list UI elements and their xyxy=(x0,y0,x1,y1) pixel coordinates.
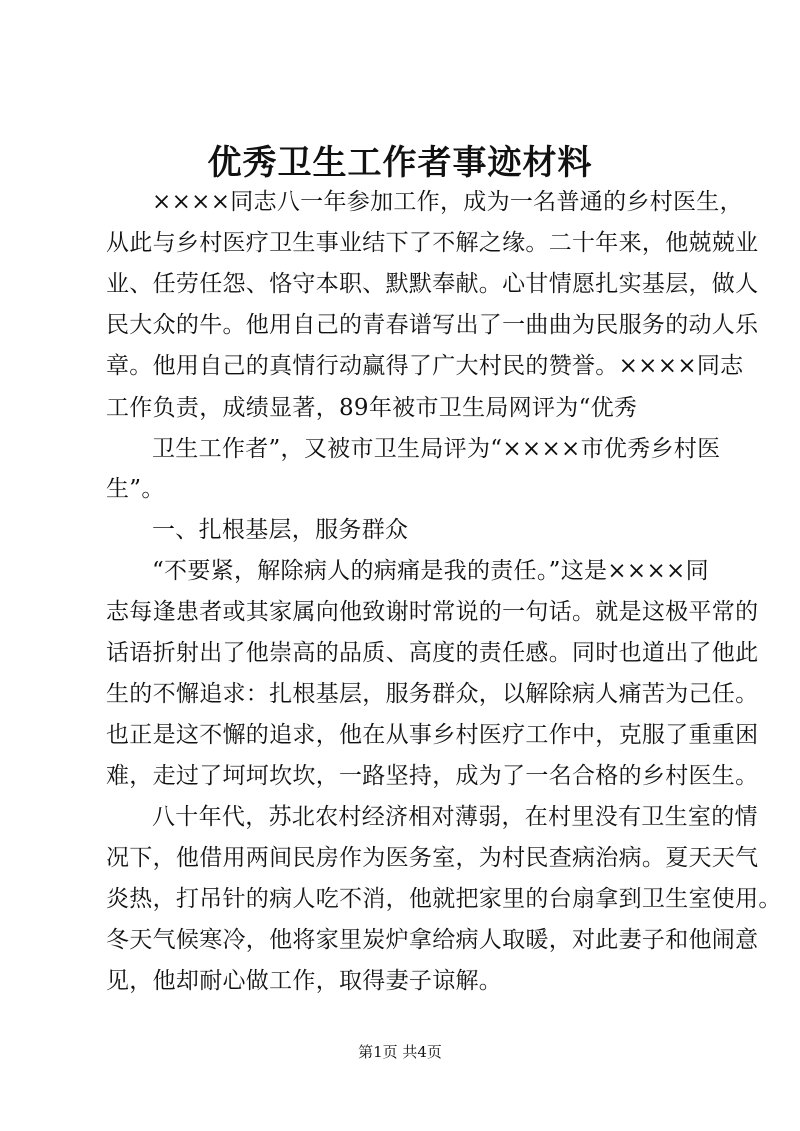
paragraph-3-line-4: 冬天气候寒冷，他将家里炭炉拿给病人取暖，对此妻子和他闹意 xyxy=(106,927,759,953)
paragraph-1-line-6: 工作负责，成绩显著，89年被市卫生局网评为“优秀 xyxy=(106,395,638,421)
paragraph-2-line-5: 也正是这不懈的追求，他在从事乡村医疗工作中，克服了重重困 xyxy=(106,722,759,748)
paragraph-2-line-1: “不要紧，解除病人的病痛是我的责任。”这是××××同 xyxy=(152,558,709,584)
paragraph-1-line-2: 从此与乡村医疗卫生事业结下了不解之缘。二十年来，他兢兢业 xyxy=(106,230,759,256)
paragraph-1-line-7: 卫生工作者”，又被市卫生局评为“××××市优秀乡村医 xyxy=(152,436,721,462)
paragraph-2-line-6: 难，走过了坷坷坎坎，一路坚持，成为了一名合格的乡村医生。 xyxy=(106,763,759,789)
paragraph-3-line-5: 见，他却耐心做工作，取得妻子谅解。 xyxy=(106,968,503,994)
paragraph-1-line-3: 业、任劳任怨、恪守本职、默默奉献。心甘情愿扎实基层，做人 xyxy=(106,271,759,297)
paragraph-1-line-4: 民大众的牛。他用自己的青春谱写出了一曲曲为民服务的动人乐 xyxy=(106,312,759,338)
paragraph-3-line-1: 八十年代，苏北农村经济相对薄弱，在村里没有卫生室的情 xyxy=(152,804,758,830)
page-number-footer: 第1页 共4页 xyxy=(358,1043,442,1061)
paragraph-2-line-2: 志每逢患者或其家属向他致谢时常说的一句话。就是这极平常的 xyxy=(106,599,759,625)
document-title: 优秀卫生工作者事迹材料 xyxy=(207,143,593,183)
paragraph-1-line-5: 章。他用自己的真情行动赢得了广大村民的赞誉。××××同志 xyxy=(106,353,744,379)
paragraph-2-line-4: 生的不懈追求：扎根基层，服务群众，以解除病人痛苦为己任。 xyxy=(106,681,759,707)
paragraph-1-line-8: 生”。 xyxy=(106,476,165,502)
paragraph-3-line-3: 炎热，打吊针的病人吃不消，他就把家里的台扇拿到卫生室使用。 xyxy=(106,886,782,912)
paragraph-1-line-1: ××××同志八一年参加工作，成为一名普通的乡村医生， xyxy=(152,189,743,215)
paragraph-2-line-3: 话语折射出了他崇高的品质、高度的责任感。同时也道出了他此 xyxy=(106,640,759,666)
paragraph-3-line-2: 况下，他借用两间民房作为医务室，为村民查病治病。夏天天气 xyxy=(106,845,759,871)
section-heading-1: 一、扎根基层，服务群众 xyxy=(152,517,409,543)
